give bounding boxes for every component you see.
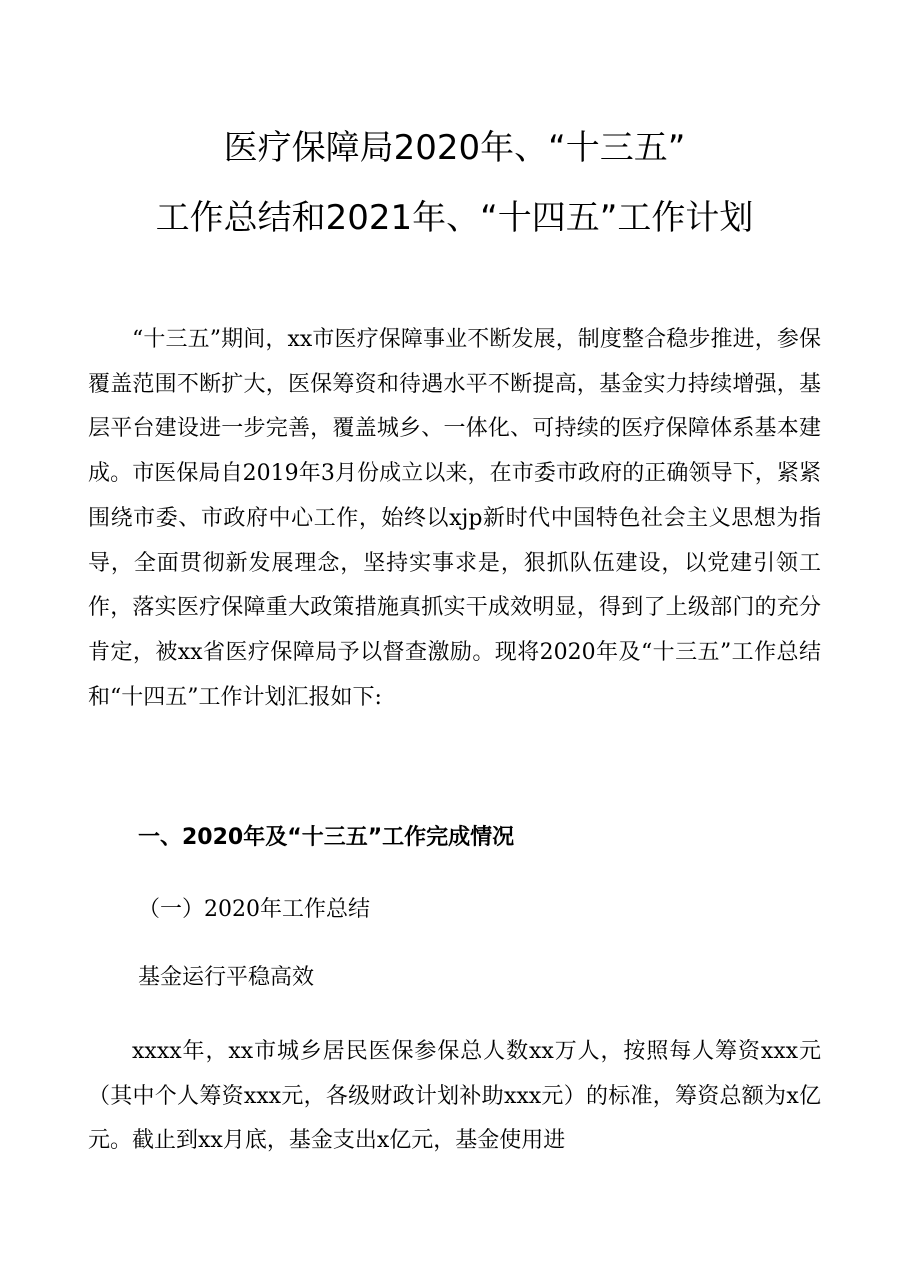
- document-title-line-2: 工作总结和2021年、“十四五”工作计划: [155, 198, 754, 238]
- fund-paragraph: xxxx年，xx市城乡居民医保参保总人数xx万人，按照每人筹资xxx元（其中个人筹资xxx元，各级财政计划补助xxx元）的标准，筹资总额为x亿元。截止到xx月底，基金支出x亿元，基金使用进: [88, 1039, 821, 1154]
- document-title-line-1: 医疗保障局2020年、“十三五”: [223, 128, 686, 168]
- section-heading-1: 一、2020年及“十三五”工作完成情况: [138, 825, 515, 850]
- intro-paragraph: “十三五”期间，xx市医疗保障事业不断发展，制度整合稳步推进，参保覆盖范围不断扩大，医保筹资和待遇水平不断提高，基金实力持续增强，基层平台建设进一步完善，覆盖城乡、一体化、可持续的医疗保障体系基本建成。市医保局自2019年3月份成立以来，在市委市政府的正确领导下，紧紧围绕市委、市政府中心工作，始终以xjp新时代中国特色社会主义思想为指导，全面贯彻新发展理念，坚持实事求是，狠抓队伍建设，以党建引领工作，落实医疗保障重大政策措施真抓实干成效明显，得到了上级部门的充分肯定，被xx省医疗保障局予以督查激励。现将2020年及“十三五”工作总结和“十四五”工作计划汇报如下:: [88, 327, 821, 710]
- fund-subheading: 基金运行平稳高效: [138, 965, 315, 990]
- subsection-heading-1: （一）2020年工作总结: [138, 897, 370, 922]
